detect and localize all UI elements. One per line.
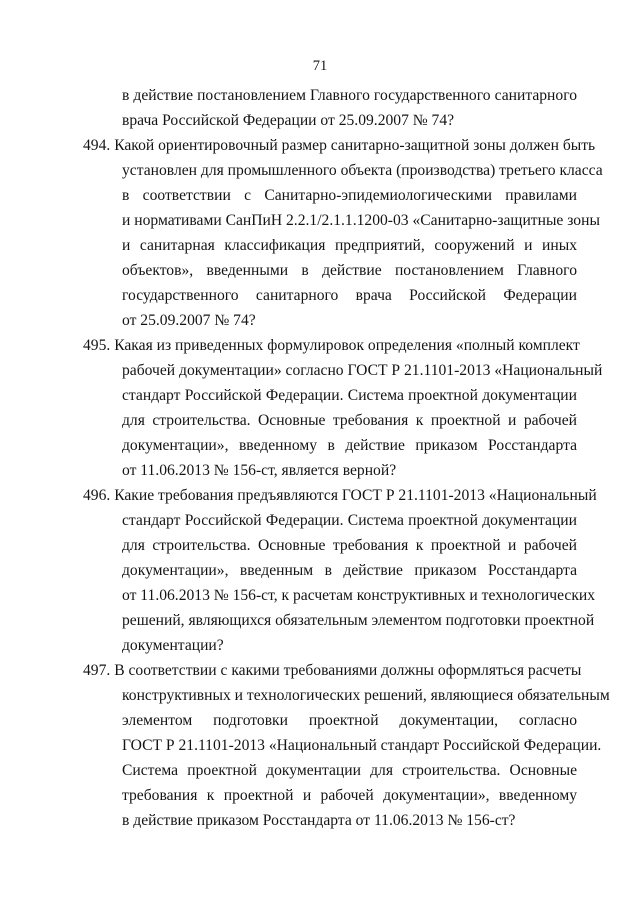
- text-line: ГОСТ Р 21.1101-2013 «Национальный стандарт Российской Федерации.: [122, 737, 602, 754]
- text-line: от 11.06.2013 № 156-ст, является верной?: [122, 462, 397, 479]
- text-line: рабочей документации» согласно ГОСТ Р 21.1101-2013 «Национальный: [122, 362, 603, 379]
- question-494-line: 494. Какой ориентировочный размер санитарно-защитной зоны должен быть: [83, 137, 596, 154]
- text-line: документации?: [122, 637, 224, 654]
- text-line: и санитарная классификация предприятий, сооружений и иных: [122, 237, 577, 254]
- text-line: стандарт Российской Федерации. Система проектной документации: [122, 512, 577, 529]
- text-line: документации», введенному в действие приказом Росстандарта: [122, 437, 577, 454]
- page-number: 71: [312, 58, 328, 74]
- text-line: врача Российской Федерации от 25.09.2007 № 74?: [122, 112, 455, 129]
- text-line: решений, являющихся обязательным элементом подготовки проектной: [122, 612, 595, 629]
- question-495-line: 495. Какая из приведенных формулировок определения «полный комплект: [83, 337, 580, 354]
- text-line: объектов», введенными в действие постановлением Главного: [122, 262, 577, 279]
- text-line: от 25.09.2007 № 74?: [122, 312, 256, 329]
- text-line: для строительства. Основные требования к проектной и рабочей: [122, 412, 577, 429]
- text-line: Система проектной документации для строительства. Основные: [122, 762, 577, 779]
- text-line: для строительства. Основные требования к проектной и рабочей: [122, 537, 577, 554]
- text-line: конструктивных и технологических решений, являющиеся обязательным: [122, 687, 610, 704]
- text-line: государственного санитарного врача Российской Федерации: [122, 287, 577, 304]
- text-line: документации», введенным в действие приказом Росстандарта: [122, 562, 577, 579]
- text-line: и нормативами СанПиН 2.2.1/2.1.1.1200-03 «Санитарно-защитные зоны: [122, 212, 600, 229]
- text-line: в действие приказом Росстандарта от 11.06.2013 № 156-ст?: [122, 812, 516, 829]
- question-496-line: 496. Какие требования предъявляются ГОСТ Р 21.1101-2013 «Национальный: [83, 487, 597, 504]
- text-line: элементом подготовки проектной документации, согласно: [122, 712, 577, 729]
- text-line: требования к проектной и рабочей документации», введенному: [122, 787, 577, 804]
- text-line: от 11.06.2013 № 156-ст, к расчетам конструктивных и технологических: [122, 587, 596, 604]
- text-line: стандарт Российской Федерации. Система проектной документации: [122, 387, 577, 404]
- text-line: в действие постановлением Главного государственного санитарного: [122, 87, 577, 104]
- question-497-line: 497. В соответствии с какими требованиями должны оформляться расчеты: [83, 662, 582, 679]
- text-line: установлен для промышленного объекта (производства) третьего класса: [122, 162, 603, 179]
- text-line: в соответствии с Санитарно-эпидемиологическими правилами: [122, 187, 577, 204]
